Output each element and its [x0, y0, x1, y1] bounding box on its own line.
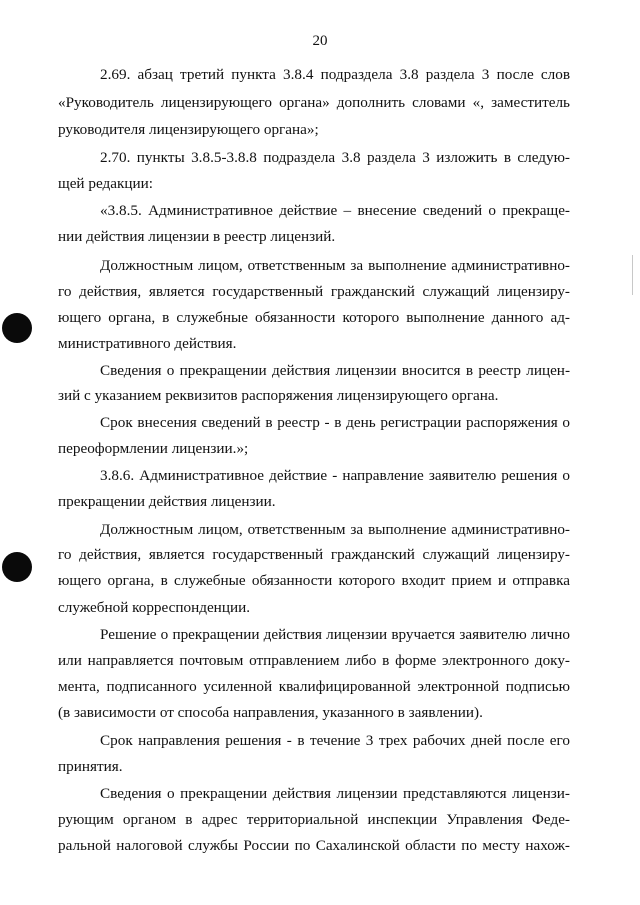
text-line: Решение о прекращении действия лицензии вручается заявителю лично: [100, 626, 570, 643]
text-line: мента, подписанного усиленной квалифицированной электронной подписью: [58, 678, 570, 695]
text-line: рующим органом в адрес территориальной инспекции Управления Феде-: [58, 811, 570, 828]
text-line: Должностным лицом, ответственным за выполнение административно-: [100, 257, 570, 274]
text-line: или направляется почтовым отправлением либо в форме электронного доку-: [58, 652, 570, 669]
text-line: 2.69. абзац третий пункта 3.8.4 подраздела 3.8 раздела 3 после слов: [100, 66, 570, 83]
scan-edge-mark: [632, 255, 633, 295]
text-line: ральной налоговой службы России по Сахалинской области по месту нахож-: [58, 837, 570, 854]
page-number: 20: [312, 33, 328, 49]
text-line: ющего органа, в служебные обязанности которого входит прием и отправка: [58, 572, 570, 589]
text-line: переоформлении лицензии.»;: [58, 440, 249, 457]
text-line: руководителя лицензирующего органа»;: [58, 121, 319, 138]
text-line: «3.8.5. Административное действие – внесение сведений о прекраще-: [100, 202, 570, 219]
text-line: Сведения о прекращении действия лицензии вносится в реестр лицен-: [100, 362, 570, 379]
text-line: Должностным лицом, ответственным за выполнение административно-: [100, 521, 570, 538]
text-line: прекращении действия лицензии.: [58, 493, 276, 510]
text-line: нии действия лицензии в реестр лицензий.: [58, 228, 336, 245]
text-line: «Руководитель лицензирующего органа» дополнить словами «, заместитель: [58, 94, 570, 111]
text-line: 3.8.6. Административное действие - направление заявителю решения о: [100, 467, 570, 484]
text-line: Срок направления решения - в течение 3 трех рабочих дней после его: [100, 732, 570, 749]
text-line: зий с указанием реквизитов распоряжения лицензирующего органа.: [58, 387, 499, 404]
text-line: служебной корреспонденции.: [58, 599, 250, 616]
text-line: 2.70. пункты 3.8.5-3.8.8 подраздела 3.8 раздела 3 изложить в следую-: [100, 149, 570, 166]
punch-hole-top: [2, 313, 32, 343]
text-line: го действия, является государственный гражданский служащий лицензиру-: [58, 283, 570, 300]
text-line: принятия.: [58, 758, 123, 775]
text-line: го действия, является государственный гражданский служащий лицензиру-: [58, 546, 570, 563]
text-line: (в зависимости от способа направления, указанного в заявлении).: [58, 704, 483, 721]
text-line: Сведения о прекращении действия лицензии представляются лицензи-: [100, 785, 570, 802]
text-line: ющего органа, в служебные обязанности которого выполнение данного ад-: [58, 309, 570, 326]
text-line: министративного действия.: [58, 335, 237, 352]
text-line: щей редакции:: [58, 175, 153, 192]
punch-hole-bottom: [2, 552, 32, 582]
text-line: Срок внесения сведений в реестр - в день регистрации распоряжения о: [100, 414, 570, 431]
